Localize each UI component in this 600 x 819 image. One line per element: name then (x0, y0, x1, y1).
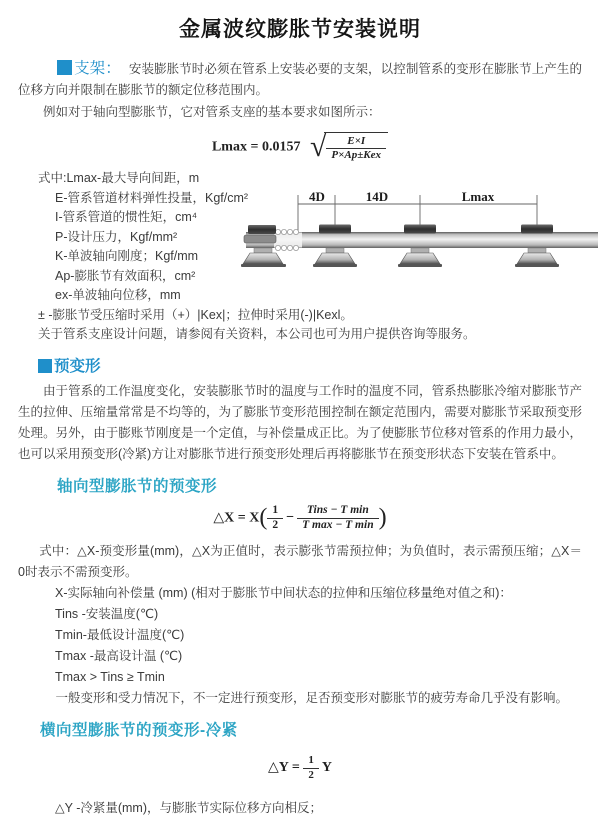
lmax-fraction-numerator: E×I (326, 135, 386, 149)
axial-definition-item: Tmax > Tins ≥ Tmin (55, 670, 165, 685)
lateral-formula-explanation: △Y -冷紧量(mm)，与膨胀节实际位移方向相反； (55, 800, 323, 815)
definition-item: P-设计压力，Kgf/mm² (55, 229, 178, 244)
plusminus-rule-line: ± -膨胀节受压缩时采用（+）|Kex|；拉伸时采用(-)|Kexl。 (38, 307, 353, 322)
axial-definition-item: Tmax -最高设计温 (℃) (55, 649, 183, 664)
lmax-formula (0, 132, 600, 162)
definition-item: ex-单波轴向位移，mm (55, 288, 181, 303)
lateral-formula-rhs: Y (321, 760, 332, 776)
fraction-denominator: 2 (272, 518, 279, 531)
support-section-heading: 支架： (74, 60, 121, 77)
blue-square-bullet-icon (57, 60, 72, 75)
pre-deformation-heading-text: 预变形 (54, 357, 101, 375)
blue-square-bullet-icon (38, 359, 52, 373)
open-paren: ( (259, 504, 268, 531)
dimension-label-4d: 4D (309, 189, 325, 204)
axial-section-heading: 轴向型膨胀节的预变形 (57, 477, 218, 495)
temperature-fraction (297, 504, 379, 533)
definition-item: I-管系管道的惯性矩，cm⁴ (55, 210, 198, 225)
page-title: 金属波纹膨胀节安装说明 (179, 18, 421, 41)
axial-definition-item: Tmin-最低设计温度(℃) (55, 628, 185, 643)
lmax-fraction (326, 135, 386, 162)
dimension-label-lmax: Lmax (461, 189, 495, 204)
support-design-note: 关于管系支座设计问题，请参阅有关资料，本公司也可为用户提供咨询等服务。 (38, 327, 476, 342)
support-intro-text: 安装膨胀节时必须在管系上安装必要的支架，以控制管系的变形在膨胀节上产生的位移方向并限制在膨胀节的额定位移范围内。 (18, 62, 582, 97)
fraction-numerator: 1 (267, 504, 283, 519)
lmax-formula-lhs: Lmax = 0.0157 (211, 139, 301, 155)
definition-item: K-单波轴向刚度；Kgf/mm (55, 249, 199, 264)
dimension-label-14d: 14D (365, 189, 389, 204)
definition-item: E-管系管道材料弹性投量，Kgf/cm² (55, 190, 249, 205)
fraction-numerator: Tins − T min (297, 504, 379, 519)
support-example-line: 例如对于轴向型膨胀节，它对管系支座的基本要求如图所示： (43, 105, 381, 119)
one-half-fraction (303, 754, 319, 781)
support-intro-paragraph (18, 58, 582, 101)
square-root-symbol: √ (309, 130, 327, 164)
pre-deformation-paragraph: 由于管系的工作温度变化，安装膨胀节时的温度与工作时的温度不同，管系热膨胀冷缩对膨胀节产生的拉伸、压缩量常常是不均等的，为了膨胀节变形范围控制在额定范围内，需要对膨胀节采取预变形处理。另外，由于膨账节刚度是一个定值，与补偿量成正比。为了使膨胀节位移对管系的作用力最小，也可以采用预变形(冷紧)方让对膨胀节进行预变形处理后再将膨胀节在预变形状态下安装在管系中。 (18, 383, 582, 461)
axial-formula-lhs: △X = X (213, 510, 260, 526)
axial-note: 一般变形和受力情况下，不一定进行预变形，足否预变形对膨胀节的疲劳寿命几乎没有影响。 (55, 691, 569, 706)
pre-deformation-section-heading (38, 354, 600, 376)
fraction-denominator: 2 (308, 768, 314, 781)
axial-formula-explanation: 式中：△X-预变形量(mm)，△X为正值时，表示膨张节需预拉伸；为负值时，表示需预压缩；△X＝0时表示不需预变形。 (18, 544, 582, 580)
lmax-fraction-denominator: P×Ap±Kex (331, 149, 382, 162)
close-paren: ) (378, 504, 387, 531)
definition-item: Ap-膨胀节有效面积，cm² (55, 268, 196, 283)
axial-predeform-formula (0, 504, 600, 533)
lateral-coldspring-formula (0, 754, 600, 781)
minus-operator: − (286, 510, 295, 526)
axial-definitions-list (0, 583, 600, 688)
fraction-numerator: 1 (303, 754, 319, 768)
fraction-denominator: T max − T min (302, 518, 374, 531)
axial-definition-item: X-实际轴向补偿量 (mm) (相对于膨胀节中间状态的拉伸和压缩位移量绝对值之和)： (55, 586, 512, 601)
definitions-lead: 式中:Lmax-最大导向间距，m (38, 171, 200, 186)
one-half-fraction (267, 504, 283, 533)
bellows-icon (274, 229, 302, 250)
lmax-radicand (324, 132, 388, 162)
axial-definition-item: Tins -安装温度(℃) (55, 607, 159, 622)
lateral-formula-lhs: △Y = (268, 760, 300, 776)
lateral-section-heading: 横向型膨胀节的预变形-冷紧 (40, 722, 238, 740)
pipe-support-diagram (240, 189, 598, 290)
